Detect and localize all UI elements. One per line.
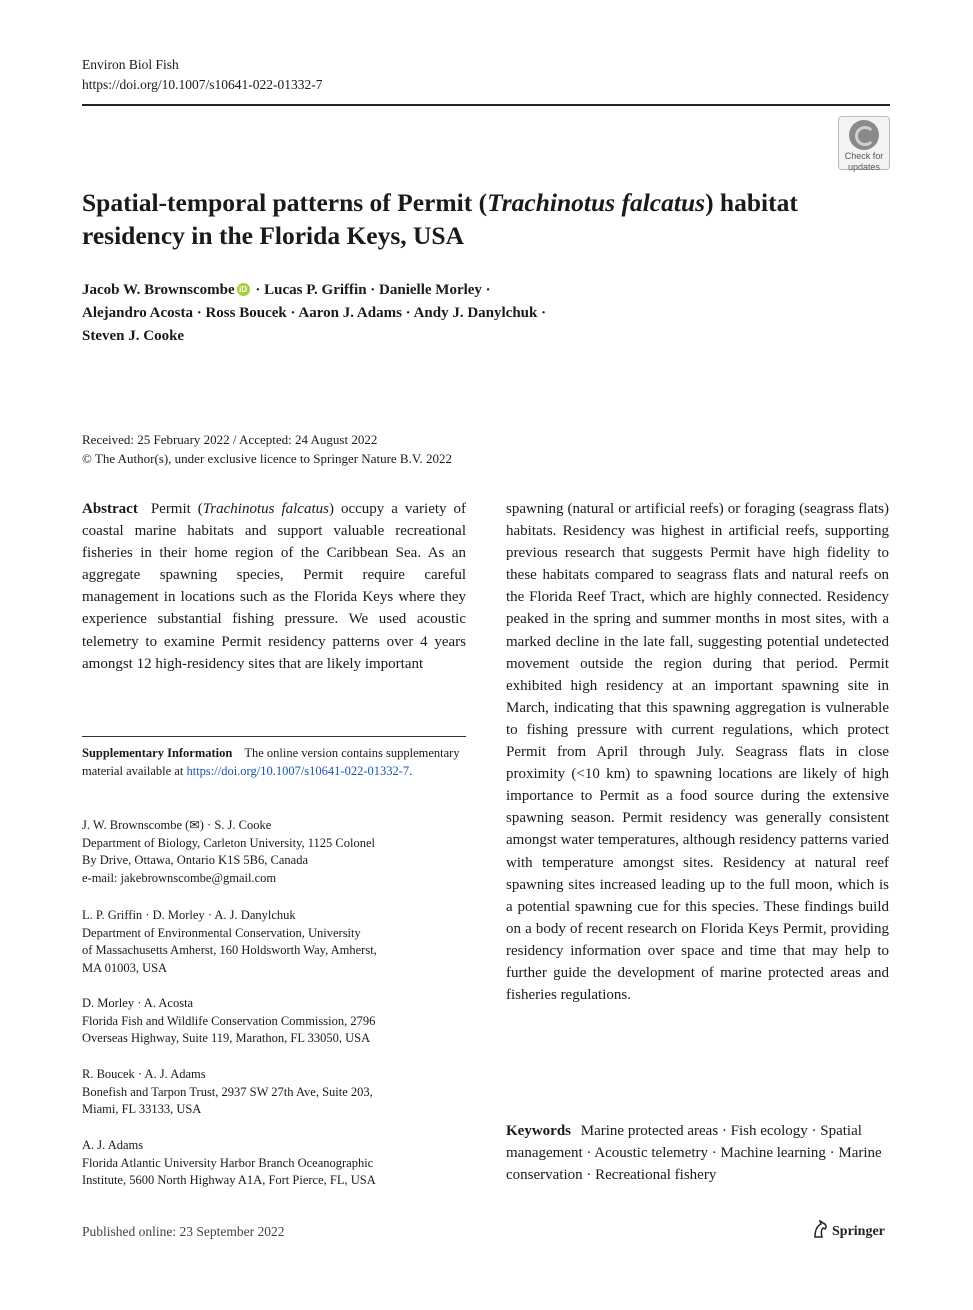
title-part2: ) habitat residency in the Florida Keys, USA bbox=[82, 188, 798, 250]
affiliation-line: Department of Environmental Conservation, University bbox=[82, 925, 361, 940]
keywords-text: Marine protected areas · Fish ecology · Spatial management · Acoustic telemetry · Machine learning · Marine conservation · Recreational fishery bbox=[506, 1123, 882, 1183]
keywords bbox=[506, 1120, 889, 1186]
affiliation-line: Florida Fish and Wildlife Conservation Commission, 2796 bbox=[82, 1013, 376, 1028]
authors-line1: · Lucas P. Griffin · Danielle Morley · bbox=[251, 282, 491, 298]
abstract-continued: spawning (natural or artificial reefs) or foraging (seagrass flats) habitats. Residency was highest in artificial reefs, supporting previous research that suggests Permit have high fidelity to these habitats compared to seagrass flats and natural reefs on the Florida Reef Tract, which are highly connected. Residency peaked in the spring and summer months in most sites, with a marked decline in the late fall, suggesting potential undetected movement outside the region during that period. Permit exhibited high residency at an important spawning site in March, indicating that this spawning aggregation is vulnerable to fishing pressure with current regulations, which protect Permit from April through July. Seagrass flats in close proximity (<10 km) to spawning locations are likely of high importance to Permit as a food source during the extensive spawning season. Permit residency was generally consistent amongst water temperatures, although residency patterns varied with temperature amongst sites. Residency at natural reef spawning sites increased leading up to the full moon, which is a potential spawning cue for this species. These findings build on a body of recent research on Florida Keys Permit, providing residency information over space and time that may help to further guide the development of marine protected areas and fisheries regulations. bbox=[506, 501, 889, 1004]
journal-header bbox=[82, 55, 323, 95]
affiliation-line: Florida Atlantic University Harbor Branch Oceanographic bbox=[82, 1155, 374, 1170]
affiliation-line: By Drive, Ottawa, Ontario K1S 5B6, Canada bbox=[82, 853, 309, 867]
author-first[interactable]: Jacob W. Brownscombe bbox=[82, 282, 235, 298]
affiliation-names: R. Boucek · A. J. Adams bbox=[82, 1067, 206, 1081]
affiliation-names: L. P. Griffin · D. Morley · A. J. Danylchuk bbox=[82, 908, 296, 922]
affiliation-names: A. J. Adams bbox=[82, 1138, 144, 1152]
affiliation-3 bbox=[82, 995, 466, 1048]
abstract-text-a: Permit ( bbox=[150, 501, 203, 517]
badge-line2: updates bbox=[847, 162, 881, 172]
title-part1: Spatial-temporal patterns of Permit ( bbox=[82, 188, 488, 217]
published-online: Published online: 23 September 2022 bbox=[82, 1224, 285, 1239]
affiliation-1 bbox=[82, 817, 466, 887]
abstract-species: Trachinotus falcatus bbox=[202, 501, 329, 517]
publisher-name: Springer bbox=[832, 1224, 885, 1239]
affiliation-5 bbox=[82, 1137, 466, 1190]
check-for-updates-badge[interactable] bbox=[838, 116, 890, 170]
supplementary-text: The online version contains supplementary material available at bbox=[82, 746, 460, 778]
supplementary-rule bbox=[82, 736, 466, 737]
affiliation-line: of Massachusetts Amherst, 160 Holdsworth Way, Amherst, bbox=[82, 943, 377, 957]
affiliation-line: MA 01003, USA bbox=[82, 960, 168, 975]
affiliation-line: Institute, 5600 North Highway A1A, Fort Pierce, FL, USA bbox=[82, 1173, 376, 1187]
affiliation-line: Bonefish and Tarpon Trust, 2937 SW 27th Ave, Suite 203, bbox=[82, 1084, 373, 1099]
supplementary-link[interactable]: https://doi.org/10.1007/s10641-022-01332-7 bbox=[186, 763, 410, 778]
abstract-heading: Abstract bbox=[82, 501, 138, 517]
header-rule bbox=[82, 104, 890, 106]
badge-line1: Check for bbox=[844, 151, 884, 161]
supplementary-end: . bbox=[409, 763, 413, 778]
supplementary-info bbox=[82, 745, 466, 780]
authors-line2: Alejandro Acosta · Ross Boucek · Aaron J. Adams · Andy J. Danylchuk · bbox=[82, 305, 547, 321]
journal-name: Environ Biol Fish bbox=[82, 57, 179, 72]
abstract-text-b: ) occupy a variety of coastal marine habitats and support valuable recreational fisheries in their home region of the Caribbean Sea. As an aggregate spawning species, Permit require careful management in locations such as the Florida Keys where they experience substantial fishing pressure. We used acoustic telemetry to examine Permit residency patterns over 4 years amongst 12 high-residency sites that are likely important bbox=[82, 501, 467, 672]
affiliation-names: J. W. Brownscombe (✉) · S. J. Cooke bbox=[82, 818, 272, 832]
author-list bbox=[82, 279, 882, 348]
affiliation-4 bbox=[82, 1066, 466, 1119]
article-dates bbox=[82, 430, 452, 468]
copyright: © The Author(s), under exclusive licence to Springer Nature B.V. 2022 bbox=[82, 451, 453, 466]
doi-link[interactable]: https://doi.org/10.1007/s10641-022-01332-7 bbox=[82, 77, 323, 92]
affiliation-email[interactable]: e-mail: jakebrownscombe@gmail.com bbox=[82, 870, 277, 885]
affiliation-line: Miami, FL 33133, USA bbox=[82, 1102, 202, 1116]
authors-line3: Steven J. Cooke bbox=[82, 328, 185, 344]
check-for-updates-icon bbox=[849, 120, 879, 150]
springer-horse-icon bbox=[812, 1220, 828, 1238]
affiliation-names: D. Morley · A. Acosta bbox=[82, 996, 194, 1010]
title-species: Trachinotus falcatus bbox=[487, 188, 706, 217]
keywords-heading: Keywords bbox=[506, 1123, 571, 1139]
affiliation-line: Department of Biology, Carleton University, 1125 Colonel bbox=[82, 835, 376, 850]
affiliation-2 bbox=[82, 907, 466, 977]
supplementary-heading: Supplementary Information bbox=[82, 746, 233, 760]
abstract-part1 bbox=[82, 498, 466, 675]
affiliation-line: Overseas Highway, Suite 119, Marathon, FL 33050, USA bbox=[82, 1031, 371, 1045]
orcid-icon[interactable]: iD bbox=[237, 283, 250, 296]
received-accepted: Received: 25 February 2022 / Accepted: 24 August 2022 bbox=[82, 432, 378, 447]
springer-logo[interactable] bbox=[812, 1220, 885, 1242]
article-title bbox=[82, 186, 862, 252]
